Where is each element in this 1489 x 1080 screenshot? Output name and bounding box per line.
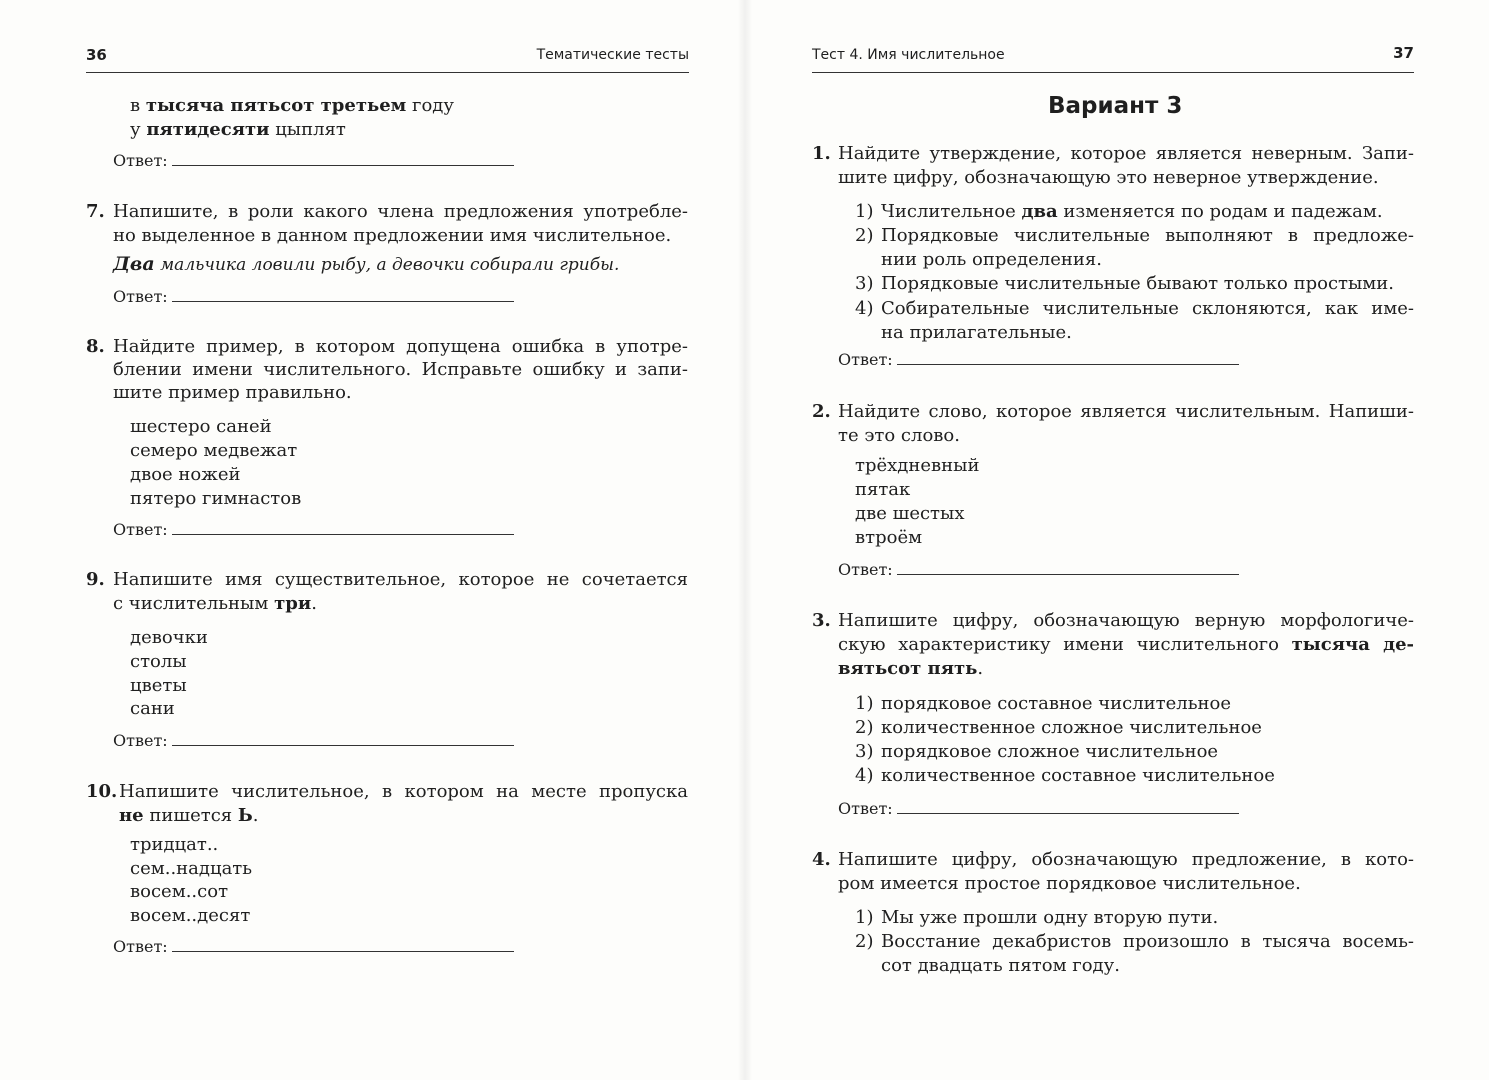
question-text: блении имени числительного. Исправьте ошибку и запи- [113,359,688,380]
question-text: скую характеристику имени числительного тысяча де- [838,634,1415,655]
question-text: Напишите числительное, в котором на месте пропуска [119,781,688,802]
list-item: восем..сот [130,881,229,902]
question-text: шите пример правильно. [113,382,352,403]
running-title: Тематические тесты [536,47,689,63]
list-item: двое ножей [130,464,241,485]
list-item: втроём [855,527,923,548]
option-text: нии роль определения. [881,249,1102,270]
list-item: трёхдневный [855,455,980,476]
option: 1) Числительное два изменяется по родам и падежам. [855,201,1383,222]
question-text: вятьсот пять. [838,658,984,679]
question-number: 9. [86,569,105,590]
list-item: цветы [130,675,187,696]
example-sentence: Два мальчика ловили рыбу, а девочки собирали грибы. [113,253,620,275]
question-number: 4. [812,849,831,870]
answer-field[interactable]: Ответ: [113,730,514,752]
option-text: Восстание декабристов произошло в тысяча восемь- [881,931,1414,952]
list-item: семеро медвежат [130,440,298,461]
question-text: шите цифру, обозначающую это неверное утверждение. [838,167,1379,188]
question-text: Напишите цифру, обозначающую предложение, в кото- [838,849,1414,870]
question-text: с числительным три. [113,593,317,614]
question-number: 2. [812,401,831,422]
answer-field[interactable]: Ответ: [113,519,514,541]
carry-line-1: в тысяча пятьсот третьем году [130,95,454,116]
option-text: Собирательные числительные склоняются, как име- [881,298,1414,319]
answer-field[interactable]: Ответ: [838,798,1239,820]
question-text: Найдите утверждение, которое является неверным. Запи- [838,143,1414,164]
list-item: восем..десят [130,905,251,926]
question-number: 8. [86,336,105,357]
option: 1) порядковое составное числительное [855,693,1231,714]
list-item: тридцат.. [130,834,219,855]
carry-line-2: у пятидесяти цыплят [130,119,346,140]
question-number: 10. [86,781,118,802]
option: 2) [855,225,874,246]
question-text: но выделенное в данном предложении имя числительное. [113,225,672,246]
answer-field[interactable]: Ответ: [113,936,514,958]
list-item: сем..надцать [130,858,253,879]
option: 3) Порядковые числительные бывают только простыми. [855,273,1395,294]
question-text: Напишите имя существительное, которое не сочетается [113,569,688,590]
header-rule [86,72,689,73]
option: 3) порядковое сложное числительное [855,741,1219,762]
question-number: 1. [812,143,831,164]
right-page [744,0,1489,1080]
list-item: девочки [130,627,208,648]
page-number: 37 [1393,44,1414,62]
header-rule [812,72,1414,73]
question-text: Найдите слово, которое является числительным. Напиши- [838,401,1414,422]
right-page-header [812,44,1414,68]
list-item: две шестых [855,503,965,524]
variant-title: Вариант 3 [1048,93,1183,119]
question-text: Напишите цифру, обозначающую верную морфологиче- [838,610,1414,631]
question-text: Найдите пример, в котором допущена ошибка в употре- [113,336,688,357]
option: 4) [855,298,874,319]
running-title: Тест 4. Имя числительное [812,47,1005,63]
list-item: шестеро саней [130,416,272,437]
question-text: ром имеется простое порядковое числительное. [838,873,1301,894]
left-page-header [86,44,689,68]
list-item: столы [130,651,187,672]
list-item: сани [130,698,175,719]
option-text: Порядковые числительные выполняют в предложе- [881,225,1414,246]
left-page [0,0,744,1080]
option-text: сот двадцать пятом году. [881,955,1120,976]
question-number: 7. [86,201,105,222]
option-text: на прилагательные. [881,322,1072,343]
list-item: пятеро гимнастов [130,488,302,509]
answer-field[interactable]: Ответ: [113,150,514,172]
option: 2) [855,931,874,952]
question-text: Напишите, в роли какого члена предложения употребле- [113,201,688,222]
option: 2) количественное сложное числительное [855,717,1262,738]
page-number: 36 [86,46,107,64]
question-text: не пишется Ь. [119,805,259,826]
question-text: те это слово. [838,425,960,446]
answer-field[interactable]: Ответ: [838,559,1239,581]
answer-field[interactable]: Ответ: [113,286,514,308]
answer-field[interactable]: Ответ: [838,349,1239,371]
option: 1) Мы уже прошли одну вторую пути. [855,907,1219,928]
option: 4) количественное составное числительное [855,765,1275,786]
list-item: пятак [855,479,911,500]
question-number: 3. [812,610,831,631]
